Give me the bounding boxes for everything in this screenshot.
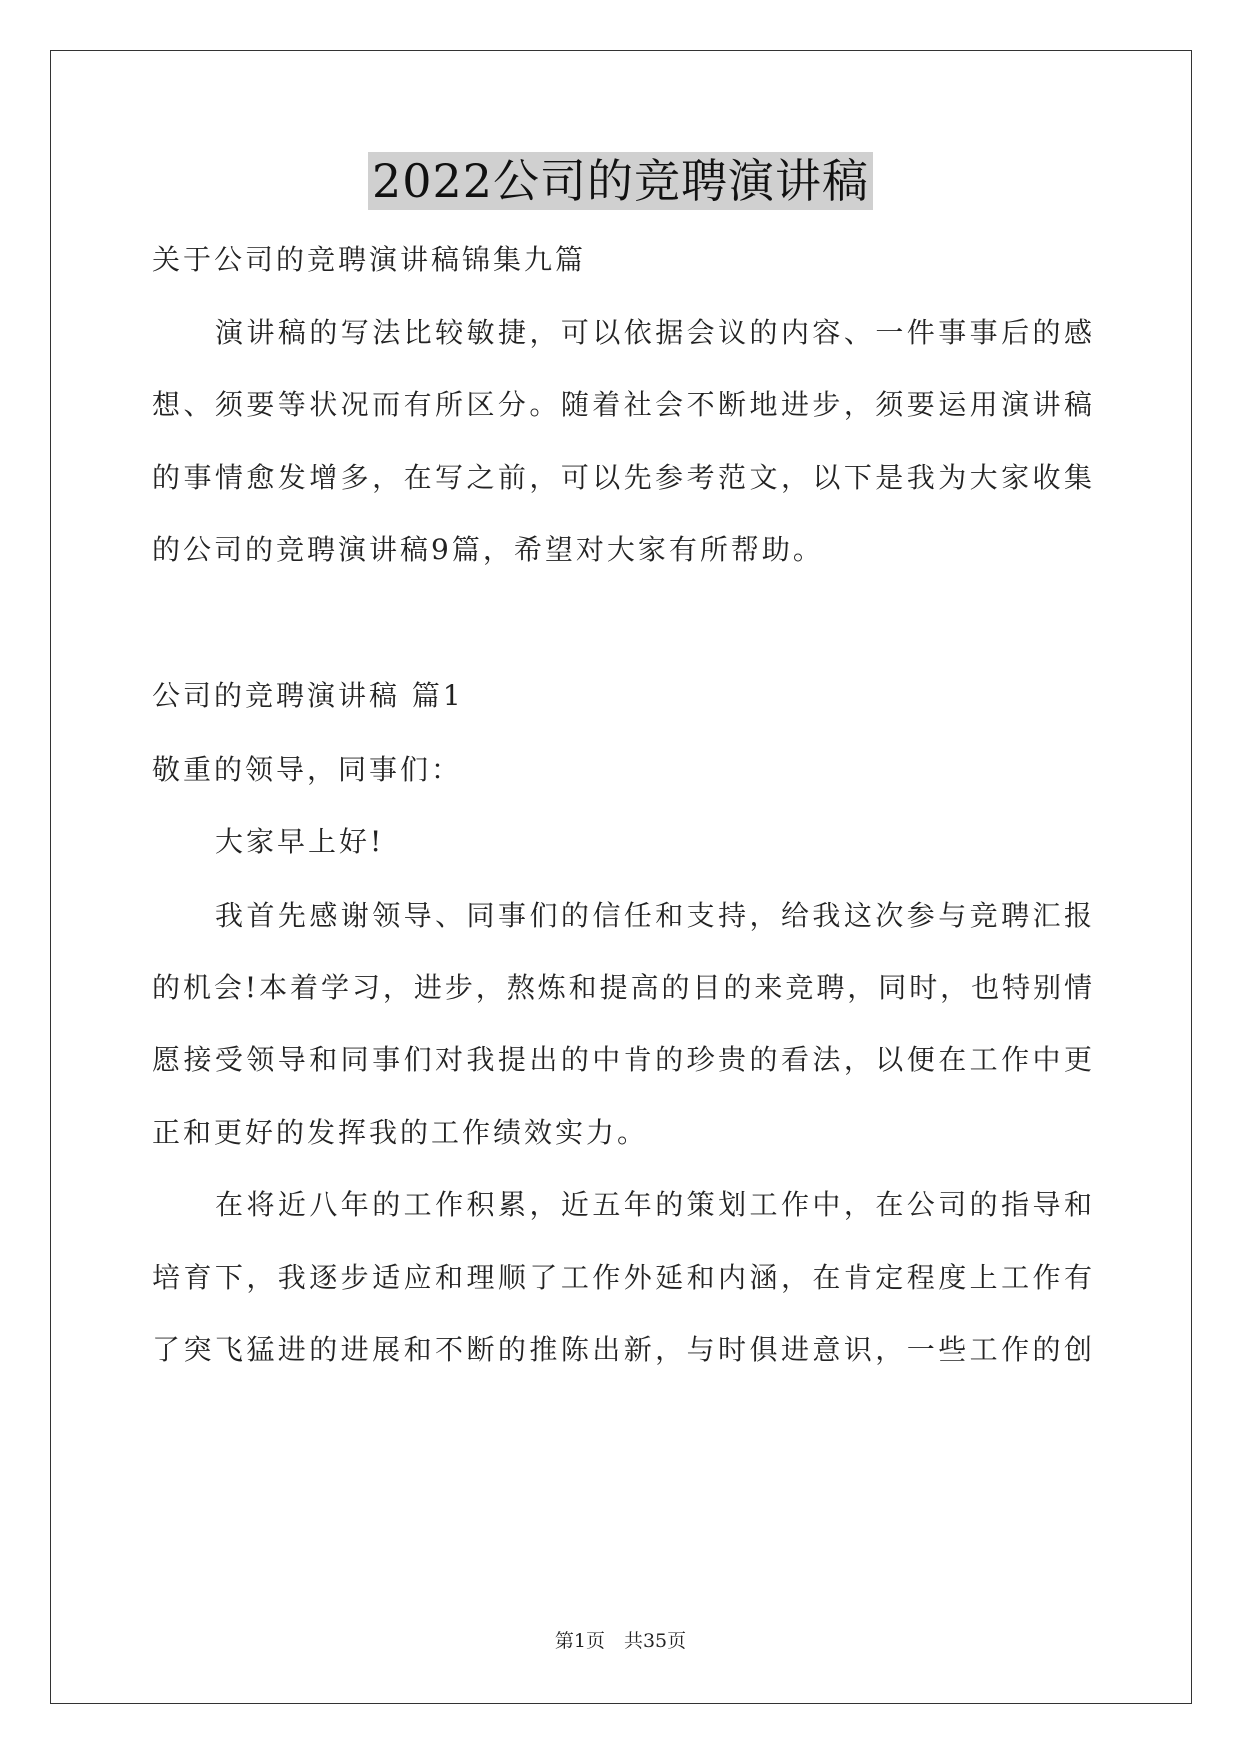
paragraph-line: 在将近八年的工作积累，近五年的策划工作中，在公司的指导和 — [215, 1188, 1092, 1221]
document-subtitle: 关于公司的竞聘演讲稿锦集九篇 — [152, 243, 587, 276]
paragraph-line: 正和更好的发挥我的工作绩效实力。 — [152, 1116, 649, 1149]
paragraph-line: 的公司的竞聘演讲稿9篇，希望对大家有所帮助。 — [152, 533, 824, 566]
paragraph-line: 愿接受领导和同事们对我提出的中肯的珍贵的看法，以便在工作中更 — [152, 1043, 1092, 1076]
salutation: 敬重的领导，同事们： — [152, 753, 463, 786]
paragraph-line: 我首先感谢领导、同事们的信任和支持，给我这次参与竞聘汇报 — [215, 899, 1092, 932]
paragraph-line: 的机会!本着学习，进步，熬炼和提高的目的来竞聘，同时，也特别情 — [152, 971, 1092, 1004]
section-heading: 公司的竞聘演讲稿 篇1 — [152, 679, 464, 712]
document-title: 2022公司的竞聘演讲稿 — [368, 152, 873, 210]
paragraph-line: 培育下，我逐步适应和理顺了工作外延和内涵，在肯定程度上工作有 — [152, 1261, 1092, 1294]
paragraph-line: 了突飞猛进的进展和不断的推陈出新，与时俱进意识，一些工作的创 — [152, 1333, 1092, 1366]
page-footer: 第1页 共35页 — [554, 1630, 687, 1652]
greeting: 大家早上好! — [215, 825, 385, 858]
title-container — [0, 152, 1241, 210]
paragraph-line: 演讲稿的写法比较敏捷，可以依据会议的内容、一件事事后的感 — [215, 316, 1092, 349]
paragraph-line: 想、须要等状况而有所区分。随着社会不断地进步，须要运用演讲稿 — [152, 388, 1092, 421]
page-border — [50, 50, 1192, 1704]
paragraph-line: 的事情愈发增多，在写之前，可以先参考范文，以下是我为大家收集 — [152, 461, 1092, 494]
